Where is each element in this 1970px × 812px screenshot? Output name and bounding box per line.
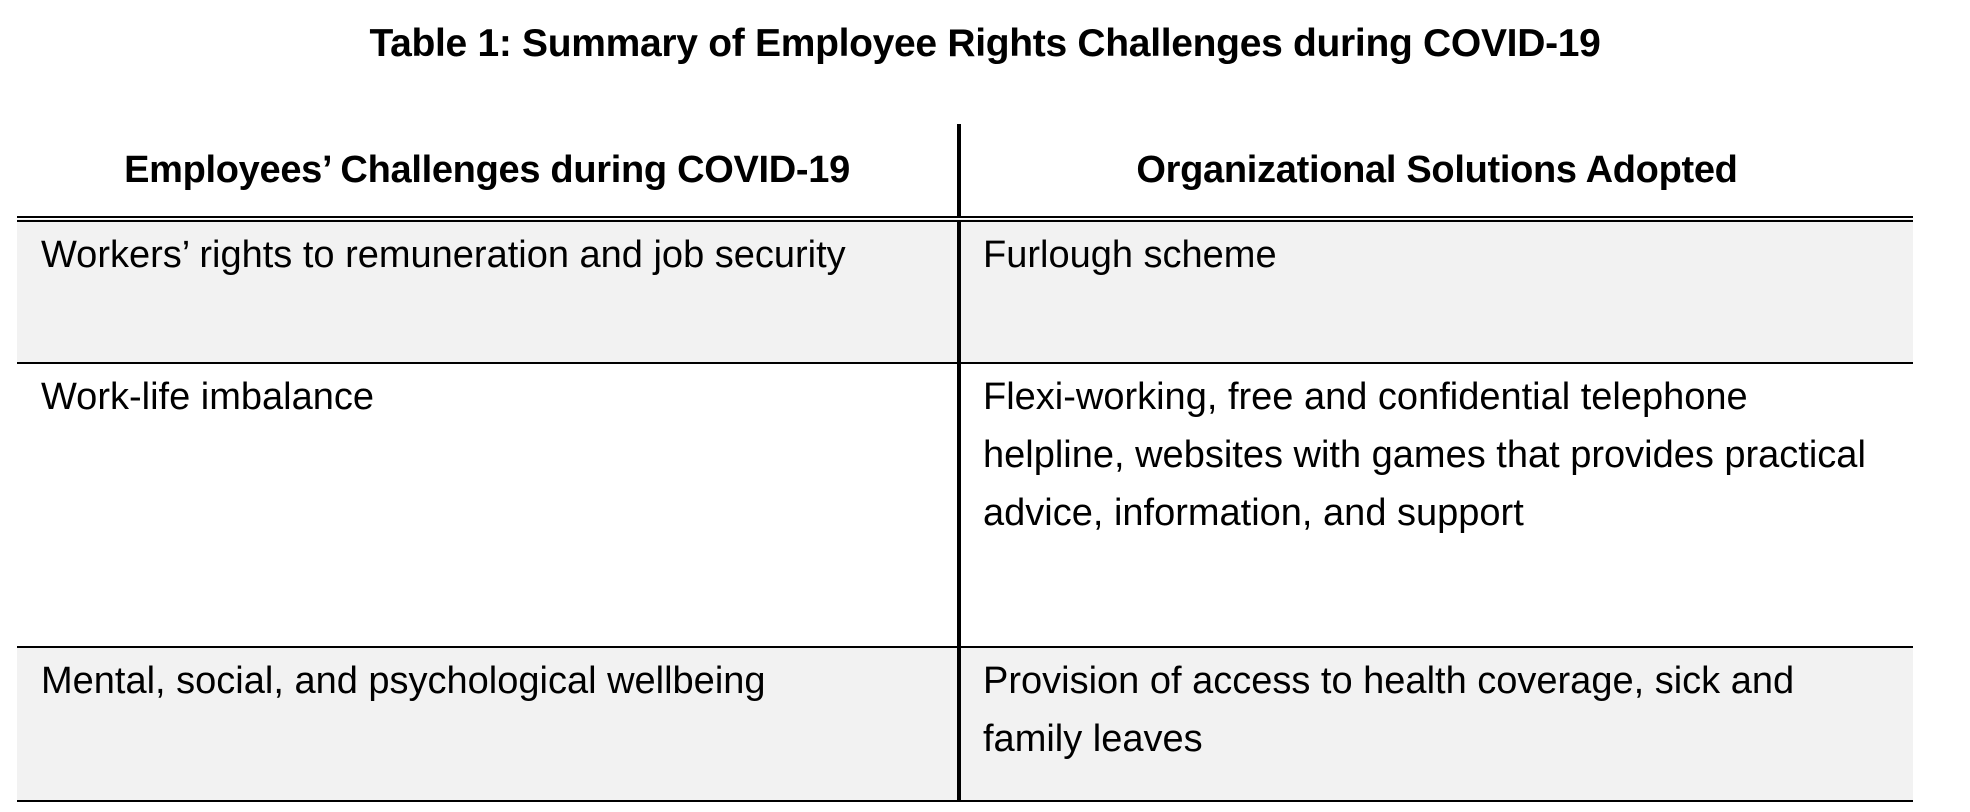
table-row bbox=[17, 219, 1913, 363]
table-title: Table 1: Summary of Employee Rights Challenges during COVID-19 bbox=[369, 22, 1601, 65]
challenge-cell: Workers’ rights to remuneration and job security bbox=[17, 219, 959, 363]
table-row bbox=[17, 363, 1913, 647]
challenge-cell: Mental, social, and psychological wellbeing bbox=[17, 647, 959, 801]
header-solutions: Organizational Solutions Adopted bbox=[959, 124, 1913, 219]
header-challenges: Employees’ Challenges during COVID-19 bbox=[17, 124, 959, 219]
solution-cell: Provision of access to health coverage, sick and family leaves bbox=[959, 647, 1913, 801]
challenge-cell: Work-life imbalance bbox=[17, 363, 959, 647]
solution-cell: Furlough scheme bbox=[959, 219, 1913, 363]
table-header-row bbox=[17, 124, 1913, 219]
summary-table bbox=[17, 124, 1913, 802]
table-row bbox=[17, 647, 1913, 801]
solution-cell: Flexi-working, free and confidential telephone helpline, websites with games that provides practical advice, information, and support bbox=[959, 363, 1913, 647]
